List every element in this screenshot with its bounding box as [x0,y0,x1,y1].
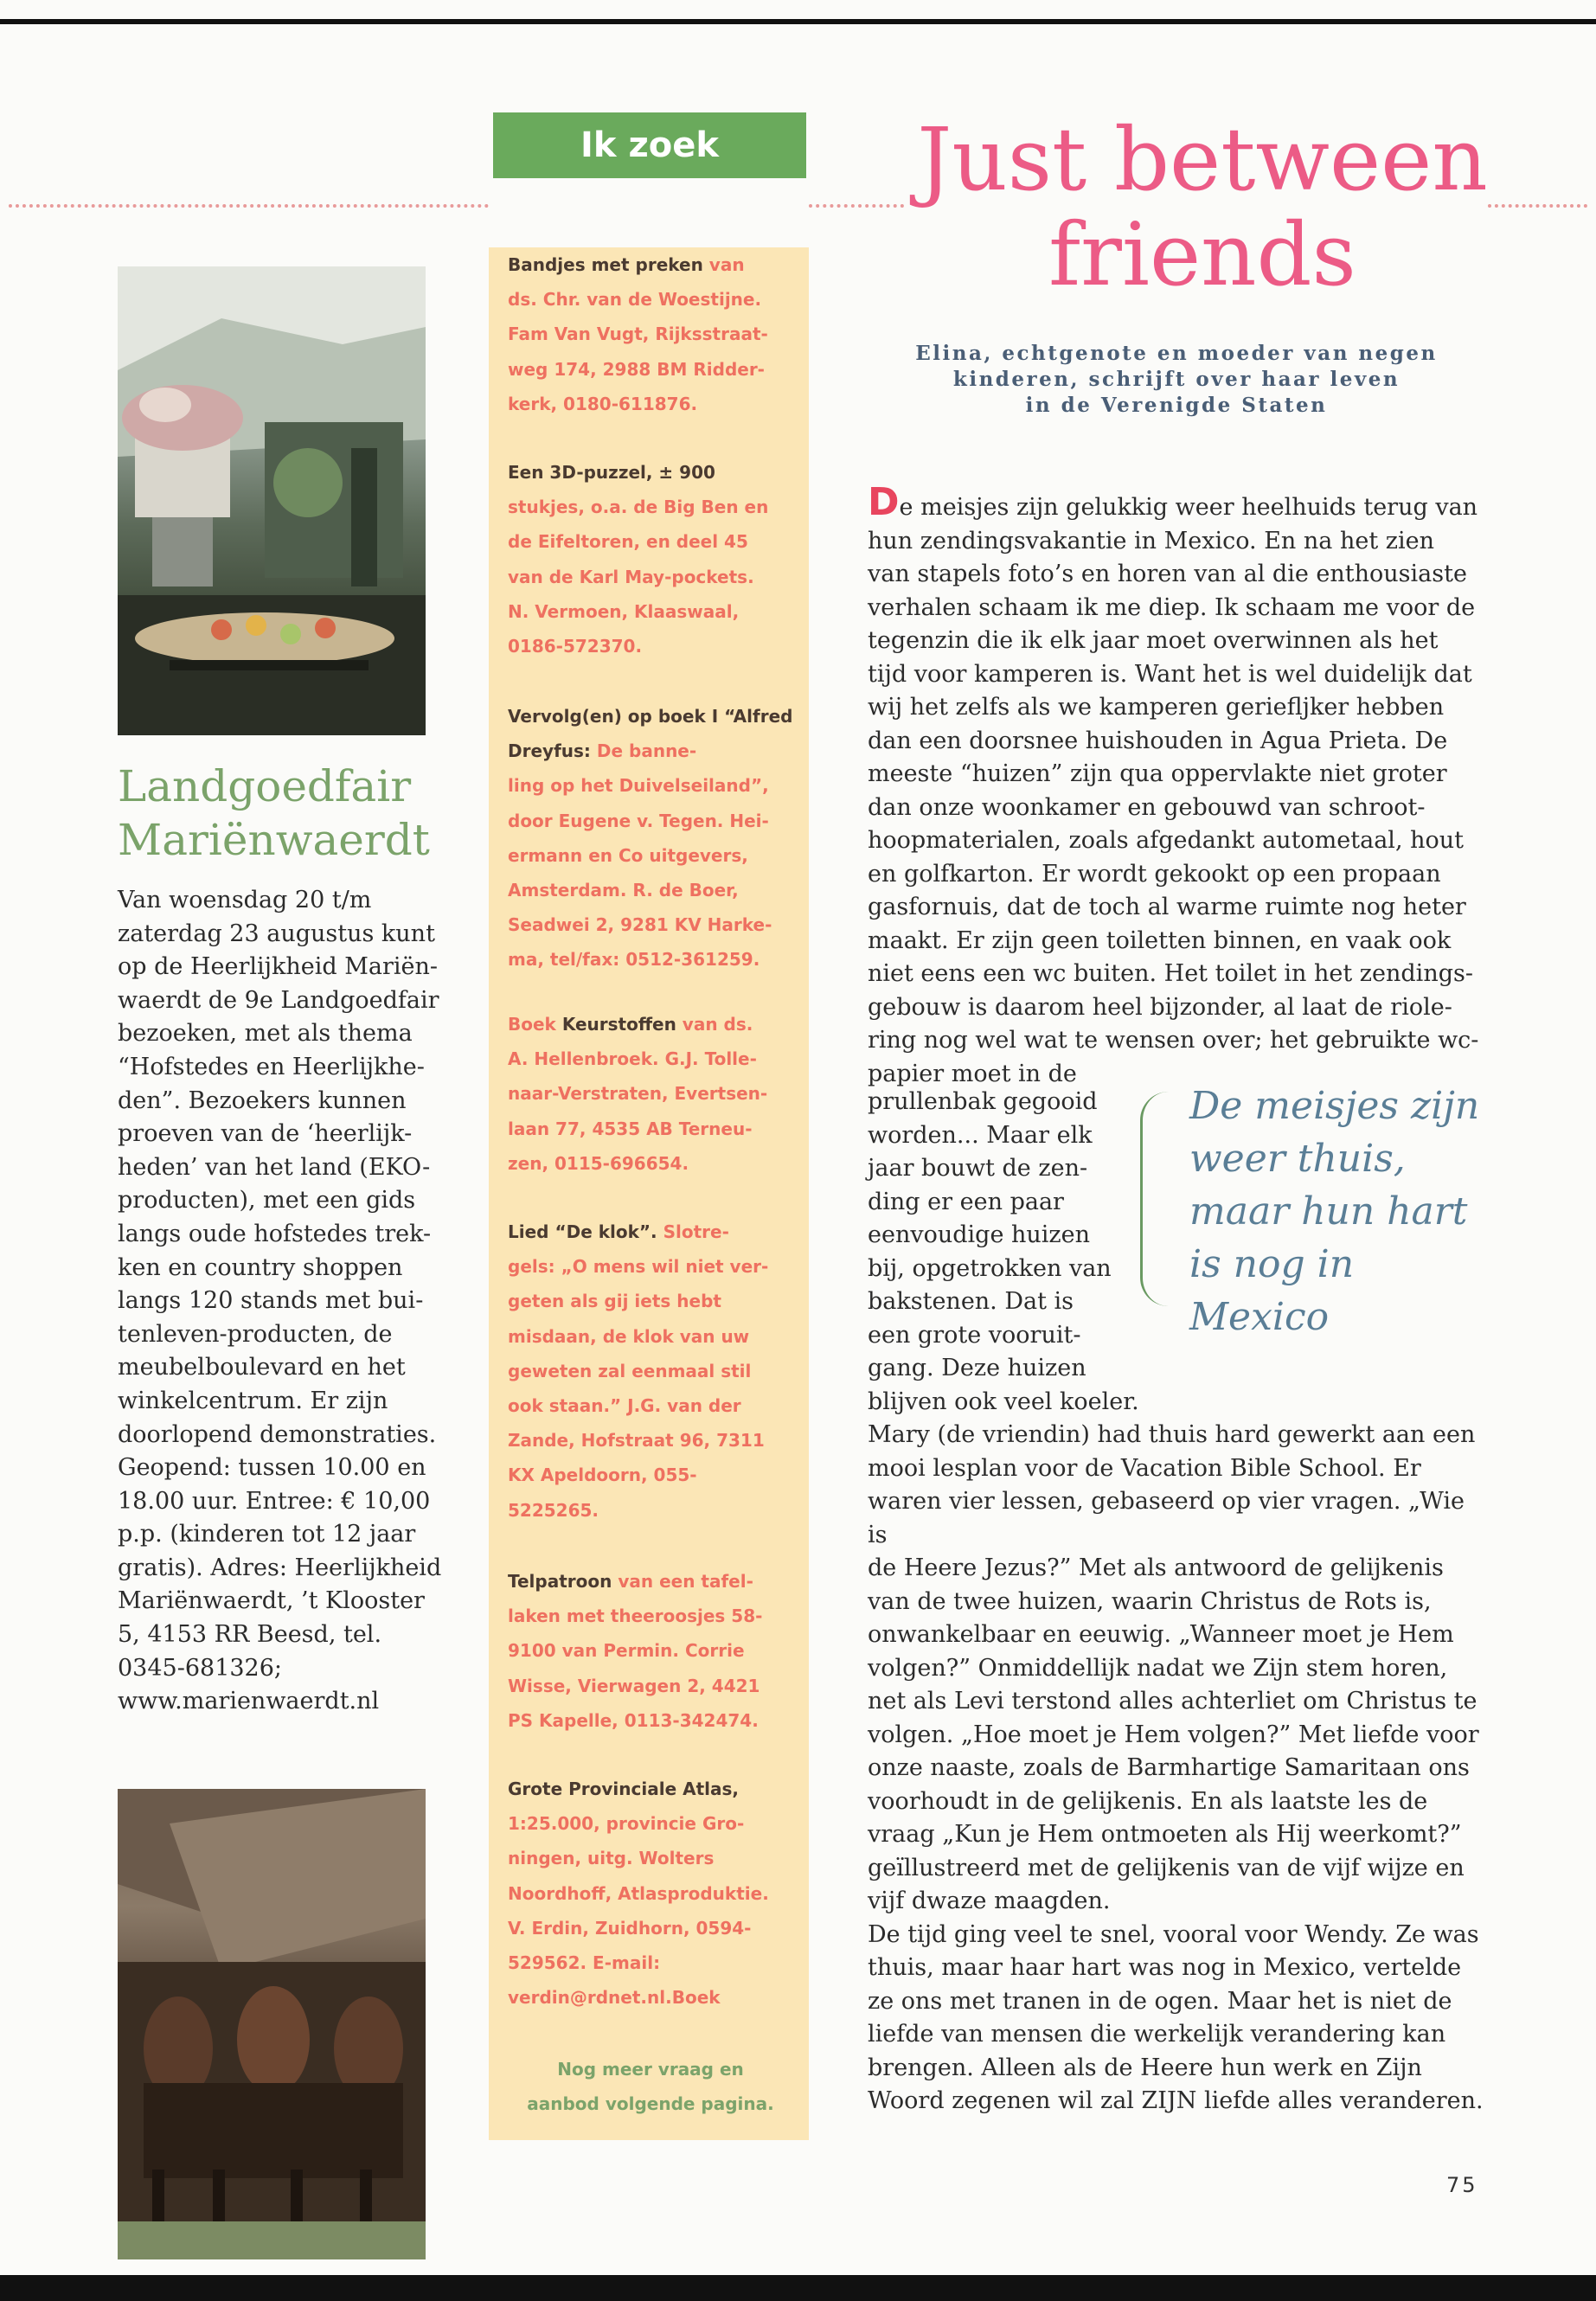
ad-keyword: Grote Provinciale Atlas, [508,1779,739,1799]
fair-text-line: winkelcentrum. Er zijn [118,1387,388,1414]
article-text-line: onze naaste, zoals de Barmhartige Samaritaan ons [868,1754,1470,1781]
article-text-line: Mary (de vriendin) had thuis hard gewerkt aan een [868,1421,1476,1448]
ad-keyword: Een 3D-puzzel, ± 900 [508,462,715,483]
classified-ad [508,1772,793,2015]
article-text-line: blijven ook veel koeler. [868,1388,1139,1415]
more-ads-note [508,2052,793,2121]
page-number: 75 [1446,2173,1478,2197]
ad-text-line: kerk, 0180-611876. [508,393,698,414]
ad-text-line: A. Hellenbroek. G.J. Tolle- [508,1048,757,1070]
article-text-line: hoopmaterialen, zoals afgedankt autometaal, hout [868,827,1464,854]
fair-market-illustration [118,266,426,735]
article-intro [868,480,1490,1091]
pull-quote-line: is nog in Mexico [1189,1242,1355,1339]
fair-text-line: tenleven-producten, de [118,1320,393,1348]
article-wrap-text [868,1086,1162,1419]
fair-title-line: Mariënwaerdt [118,815,430,865]
classified-ad [508,247,793,421]
ad-text-line: van ds. [676,1014,753,1035]
article-text-line: jaar bouwt de zen- [868,1155,1088,1182]
article-text-line: ze ons met tranen in de ogen. Maar het is niet de [868,1987,1452,2015]
ad-text-line: V. Erdin, Zuidhorn, 0594- [508,1917,752,1939]
fair-text-line: 18.00 uur. Entree: € 10,00 [118,1487,431,1515]
ad-keyword: Lied “De klok”. [508,1221,657,1242]
ad-text-line: ma, tel/fax: 0512-361259. [508,949,760,971]
fair-text-line: meubelboulevard en het [118,1354,406,1381]
ad-text-line: naar-Verstraten, Evertsen- [508,1083,768,1105]
fair-text-line: proeven van de ‘heerlijk- [118,1120,413,1148]
classified-ad [508,1564,793,1738]
article-text-line: papier moet in de [868,1060,1077,1087]
fair-website-link[interactable]: www.marienwaerdt.nl [118,1688,380,1715]
article-text-line: gasfornuis, dat de toch al warme ruimte nog heter [868,894,1466,920]
fair-text-line: op de Heerlijkheid Mariën- [118,953,439,981]
pull-quote-line: De meisjes zijn [1189,1084,1480,1128]
article-subtitle [874,341,1479,419]
ad-text-line: 0186-572370. [508,636,643,657]
article-text-line: onwankelbaar en eeuwig. „Wanneer moet je Hem [868,1621,1454,1648]
article-text-line: volgen?” Onmiddellijk nadat we Zijn stem horen, [868,1654,1448,1682]
dotted-rule-middle [809,204,904,208]
ad-text-line: 9100 van Permin. Corrie [508,1640,745,1662]
ad-text-line: zen, 0115-696654. [508,1152,689,1174]
ad-text-line: Seadwei 2, 9281 KV Harke- [508,914,772,936]
ad-text-line: N. Vermoen, Klaaswaal, [508,600,740,622]
article-text-line: prullenbak gegooid [868,1088,1098,1115]
ad-text-line: van een tafel- [612,1571,753,1592]
article-text-line: ring nog wel wat te wensen over; het gebruikte wc- [868,1027,1479,1054]
pull-quote [1189,1080,1501,1343]
pull-quote-line: weer thuis, [1189,1137,1406,1181]
horses-photo [118,1789,426,2259]
article-text-line: en golfkarton. Er wordt gekookt op een propaan [868,860,1441,888]
article-text-line: net als Levi terstond alles achterliet om Christus te [868,1688,1477,1715]
fair-text-line: 5, 4153 RR Beesd, tel. [118,1621,382,1649]
fair-text-line: 0345-681326; [118,1654,283,1682]
fair-text-line: den”. Bezoekers kunnen [118,1086,407,1114]
ad-text-line: geten als gij iets hebt [508,1291,721,1312]
top-rule [0,19,1596,24]
article-text-line: Woord zegenen wil zal ZIJN liefde alles veranderen. [868,2087,1484,2114]
horses-illustration [118,1789,426,2259]
fair-description [118,884,446,1719]
ad-text-line: stukjes, o.a. de Big Ben en [508,497,769,518]
ad-text-line: 1:25.000, provincie Gro- [508,1813,745,1835]
article-text-line: vijf dwaze maagden. [868,1888,1111,1914]
article-text-line: tegenzin die ik elk jaar moet overwinnen als het [868,627,1439,654]
dotted-rule-left [9,204,489,208]
ad-text-line: ningen, uitg. Wolters [508,1848,715,1869]
article-text-line: de Heere Jezus?” Met als antwoord de gelijkenis [868,1554,1444,1581]
ad-keyword: Telpatroon [508,1571,612,1592]
ad-text-line: Slotre- [657,1221,729,1242]
ad-text-line: weg 174, 2988 BM Ridder- [508,358,765,380]
ad-text-line: 5225265. [508,1499,599,1521]
article-text-line: liefde van mensen die werkelijk verandering kan [868,2021,1446,2048]
bottom-rule [0,2275,1596,2301]
subtitle-line: kinderen, schrijft over haar leven [952,368,1401,391]
article-text-line: hun zendingsvakantie in Mexico. En na het zien [868,527,1434,554]
article-text-line: maakt. Er zijn geen toiletten binnen, en vaak ook [868,926,1452,954]
fair-text-line: bezoeken, met als thema [118,1020,413,1048]
ad-text-line: 529562. E-mail: [508,1952,661,1974]
ad-text-line: door Eugene v. Tegen. Hei- [508,810,769,831]
fair-text-line: p.p. (kinderen tot 12 jaar [118,1521,416,1548]
article-text-line: gang. Deze huizen [868,1355,1086,1381]
ad-text-line: laken met theeroosjes 58- [508,1606,763,1627]
fair-text-line: langs 120 stands met bui- [118,1287,424,1315]
article-text-line: mooi lesplan voor de Vacation Bible School. Er [868,1454,1421,1482]
article-text-line: ding er een paar [868,1188,1064,1215]
classified-ad [508,1215,793,1528]
classified-ad [508,455,793,663]
ad-text-line: van de Karl May-pockets. [508,566,754,587]
more-ads-line: aanbod volgende pagina. [527,2093,774,2115]
article-text-line: e meisjes zijn gelukkig weer heelhuids terug van [899,494,1478,521]
ad-text-line: Fam Van Vugt, Rijksstraat- [508,324,768,345]
article-text-line: De tijd ging veel te snel, vooral voor Wendy. Ze was [868,1920,1479,1948]
quote-bracket [1140,1092,1169,1306]
article-text-line: verhalen schaam ik me diep. Ik schaam me voor de [868,593,1476,621]
ad-text-line: ook staan.” J.G. van der [508,1395,741,1417]
article-text-line: gebouw is daarom heel bijzonder, al laat de riole- [868,993,1452,1021]
article-text-line: volgen. „Hoe moet je Hem volgen?” Met liefde voor [868,1721,1479,1748]
pull-quote-line: maar hun hart [1189,1189,1468,1234]
ad-email-link[interactable]: verdin@rdnet.nl.Boek [508,1987,721,2009]
ad-keyword: Keurstoffen [561,1014,676,1035]
fair-text-line: zaterdag 23 augustus kunt [118,920,435,947]
article-title [891,109,1514,305]
fair-text-line: heden’ van het land (EKO- [118,1153,431,1181]
article-body [868,1419,1490,2118]
fair-text-line: “Hofstedes en Heerlijkhe- [118,1053,425,1080]
ad-text-line: KX Apeldoorn, 055- [508,1465,697,1486]
article-text-line: thuis, maar haar hart was nog in Mexico, vertelde [868,1954,1462,1981]
classified-ad [508,699,793,977]
article-text-line: niet eens een wc buiten. Het toilet in het zendings- [868,960,1473,987]
ad-text-line: ds. Chr. van de Woestijne. [508,289,762,311]
article-text-line: tijd voor kamperen is. Want het is wel duidelijk dat [868,660,1472,688]
fair-market-photo [118,266,426,735]
ad-text-line: laan 77, 4535 AB Terneu- [508,1118,753,1139]
fair-text-line: Van woensdag 20 t/m [118,887,372,913]
article-text-line: dan onze woonkamer en gebouwd van schroot- [868,793,1426,821]
article-text-line: van de twee huizen, waarin Christus de Rots is, [868,1587,1432,1615]
fair-title-line: Landgoedfair [118,761,412,811]
article-text-line: geïllustreerd met de gelijkenis van de vijf wijze en [868,1854,1465,1881]
ad-text-line: ermann en Co uitgevers, [508,844,748,866]
ad-text-line: Zande, Hofstraat 96, 7311 [508,1430,765,1452]
fair-text-line: langs oude hofstedes trek- [118,1220,432,1247]
fair-text-line: producten), met een gids [118,1187,416,1215]
ad-keyword: Vervolg(en) op boek I “Alfred Dreyfus: [508,706,793,762]
ad-text-line: De banne- [590,740,697,762]
fair-text-line: ken en country shoppen [118,1253,403,1281]
ad-text-line: Wisse, Vierwagen 2, 4421 [508,1675,760,1696]
article-text-line: wij het zelfs als we kamperen geriefljker hebben [868,694,1445,721]
ad-text-line: ling op het Duivelseiland”, [508,775,769,797]
fair-title [118,760,464,867]
article-text-line: voorhoudt in de gelijkenis. En als laatste les de [868,1787,1428,1815]
article-text-line: bakstenen. Dat is [868,1288,1074,1315]
fair-text-line: doorlopend demonstraties. [118,1420,437,1448]
ad-text-line: Noordhoff, Atlasproduktie. [508,1882,769,1904]
subtitle-line: in de Verenigde Staten [1025,394,1328,417]
article-text-line: meeste “huizen” zijn qua oppervlakte niet groter [868,760,1447,787]
article-text-line: vraag „Kun je Hem ontmoeten als Hij weerkomt?” [868,1821,1462,1848]
fair-text-line: Geopend: tussen 10.00 en [118,1454,426,1482]
ad-text-line: PS Kapelle, 0113-342474. [508,1709,759,1731]
ad-text-line: van [702,254,745,275]
article-text-line: eenvoudige huizen [868,1221,1091,1248]
ik-zoek-tab: Ik zoek [493,112,806,178]
drop-cap: D [868,480,900,524]
article-text-line: worden... Maar elk [868,1121,1093,1149]
article-text-line: een grote vooruit- [868,1321,1081,1349]
ad-text-line: gels: „O mens wil niet ver- [508,1256,769,1278]
article-title-line: Just between [917,109,1488,210]
ad-text-line: Amsterdam. R. de Boer, [508,880,739,901]
article-text-line: van stapels foto’s en horen van al die enthousiaste [868,561,1467,587]
more-ads-line: Nog meer vraag en [557,2059,744,2080]
fair-text-line: waerdt de 9e Landgoedfair [118,986,439,1014]
ad-text-line: Boek [508,1014,562,1035]
article-text-line: waren vier lessen, gebaseerd op vier vragen. „Wie is [868,1488,1465,1548]
article-title-line: friends [1048,204,1356,305]
article-text-line: brengen. Alleen als de Heere hun werk en Zijn [868,2054,1422,2081]
ad-text-line: geweten zal eenmaal stil [508,1360,752,1381]
fair-text-line: Mariënwaerdt, ’t Klooster [118,1587,425,1615]
article-text-line: bij, opgetrokken van [868,1254,1112,1282]
subtitle-line: Elina, echtgenote en moeder van negen [915,342,1438,365]
fair-text-line: gratis). Adres: Heerlijkheid [118,1554,442,1581]
ad-keyword: Bandjes met preken [508,254,703,275]
classified-ad [508,1007,793,1181]
ad-text-line: misdaan, de klok van uw [508,1325,750,1347]
ad-text-line: de Eifeltoren, en deel 45 [508,531,748,553]
article-text-line: dan een doorsnee huishouden in Agua Prieta. De [868,727,1448,754]
